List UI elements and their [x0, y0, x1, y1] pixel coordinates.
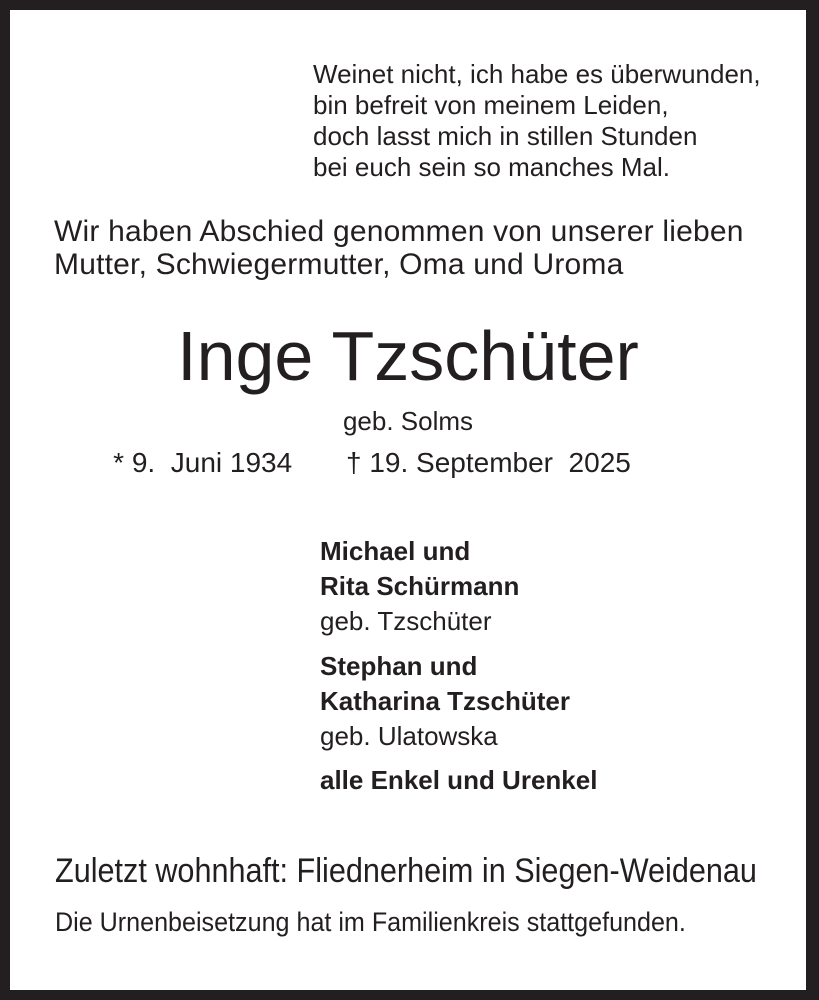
mourner-maiden-name: geb. Tzschüter — [320, 606, 492, 636]
death-date: † 19. September 2025 — [345, 447, 631, 478]
mourners-closing: alle Enkel und Urenkel — [320, 765, 598, 795]
epigraph-poem — [313, 59, 761, 183]
mourner-name: Stephan und — [320, 651, 478, 681]
poem-line-1: Weinet nicht, ich habe es überwunden, — [313, 59, 761, 89]
intro-line-2: Mutter, Schwiegermutter, Oma und Uroma — [54, 247, 624, 281]
life-dates — [10, 447, 806, 479]
mourner-group-1 — [320, 534, 597, 639]
poem-line-2: bin befreit von meinem Leiden, — [313, 90, 669, 120]
mourners-list — [320, 534, 597, 798]
deceased-maiden-name: geb. Solms — [342, 406, 474, 436]
poem-line-4: bei euch sein so manches Mal. — [313, 152, 670, 182]
poem-line-3: doch lasst mich in stillen Stunden — [313, 121, 698, 151]
life-dates-line — [113, 447, 631, 479]
mourner-maiden-name: geb. Ulatowska — [320, 721, 498, 751]
burial-line: Die Urnenbeisetzung hat im Familienkreis stattgefunden. — [55, 907, 686, 937]
deceased-name: Inge Tzschüter — [177, 317, 639, 395]
mourner-name: Rita Schürmann — [320, 571, 520, 601]
mourner-name: Michael und — [320, 536, 471, 566]
residence-line: Zuletzt wohnhaft: Fliednerheim in Siegen-Weidenau — [55, 852, 757, 890]
mourner-name: Katharina Tzschüter — [320, 686, 570, 716]
intro-line-1: Wir haben Abschied genommen von unserer lieben — [54, 215, 744, 248]
mourner-group-2 — [320, 649, 597, 754]
birth-date: * 9. Juni 1934 — [113, 447, 293, 478]
farewell-intro — [54, 216, 744, 281]
obituary-page — [10, 10, 806, 990]
